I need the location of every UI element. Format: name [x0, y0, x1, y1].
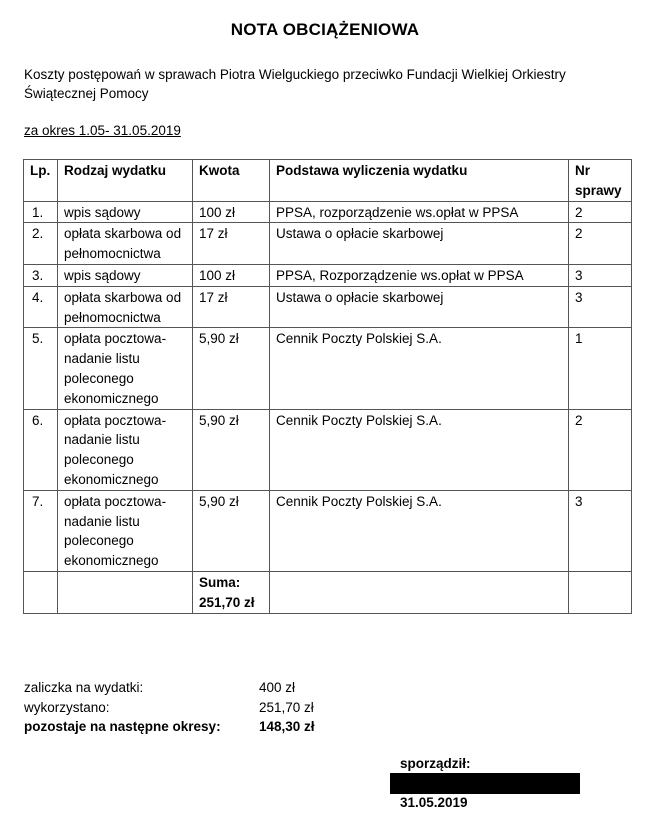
summary-remaining-row [24, 717, 315, 737]
cell-case: 3 [569, 286, 632, 328]
cell-type: opłata pocztowa-nadanie listu poleconego ekonomicznego [58, 409, 193, 490]
redaction-bar [390, 773, 580, 794]
summary-advance-row [24, 678, 315, 698]
cell-basis: PPSA, rozporządzenie ws.opłat w PPSA [270, 201, 569, 223]
cell-case: 2 [569, 201, 632, 223]
table-row [24, 286, 632, 328]
cell-lp: 7. [24, 490, 58, 571]
cell-lp: 4. [24, 286, 58, 328]
header-lp: Lp. [24, 160, 58, 202]
document-title: NOTA OBCIĄŻENIOWA [230, 20, 420, 39]
period-text: za okres 1.05- 31.05.2019 [24, 123, 181, 138]
cell-basis: Cennik Poczty Polskiej S.A. [270, 409, 569, 490]
table-row [24, 223, 632, 265]
cell-basis: Cennik Poczty Polskiej S.A. [270, 490, 569, 571]
cell-basis: Ustawa o opłacie skarbowej [270, 223, 569, 265]
advance-value: 400 zł [259, 680, 296, 695]
remaining-value: 148,30 zł [259, 719, 315, 734]
cell-amount: 5,90 zł [193, 490, 270, 571]
sum-value: 251,70 zł [199, 594, 255, 610]
header-amount: Kwota [193, 160, 270, 202]
signature-date: 31.05.2019 [400, 795, 468, 810]
header-basis: Podstawa wyliczenia wydatku [270, 160, 569, 202]
cell-case: 3 [569, 264, 632, 286]
cell-basis: Ustawa o opłacie skarbowej [270, 286, 569, 328]
cell-amount: 5,90 zł [193, 328, 270, 409]
header-type: Rodzaj wydatku [58, 160, 193, 202]
cell-type: opłata skarbowa od pełnomocnictwa [58, 223, 193, 265]
table-header-row [24, 160, 632, 202]
table-row [24, 264, 632, 286]
cell-type: wpis sądowy [58, 201, 193, 223]
costs-table [23, 159, 632, 614]
sum-empty-cell [24, 571, 58, 613]
cell-type: opłata skarbowa od pełnomocnictwa [58, 286, 193, 328]
cell-lp: 6. [24, 409, 58, 490]
used-value: 251,70 zł [259, 699, 314, 715]
cell-type: opłata pocztowa-nadanie listu poleconego ekonomicznego [58, 328, 193, 409]
signature-label: sporządził: [400, 756, 471, 771]
sum-empty-cell [569, 571, 632, 613]
cell-case: 3 [569, 490, 632, 571]
table-row [24, 201, 632, 223]
summary-used-row [24, 698, 315, 718]
sum-row [24, 571, 632, 613]
summary-block [24, 678, 315, 737]
sum-label: Suma: [199, 574, 241, 590]
cell-lp: 2. [24, 223, 58, 265]
used-label: wykorzystano: [24, 699, 110, 715]
cell-case: 1 [569, 328, 632, 409]
cell-case: 2 [569, 409, 632, 490]
cell-lp: 1. [24, 201, 58, 223]
header-case: Nr sprawy [569, 160, 632, 202]
intro-text: Koszty postępowań w sprawach Piotra Wielguckiego przeciwko Fundacji Wielkiej Orkiestry Świątecznej Pomocy [24, 67, 566, 101]
advance-label: zaliczka na wydatki: [24, 680, 144, 695]
sum-empty-cell [270, 571, 569, 613]
table-row [24, 409, 632, 490]
cell-amount: 100 zł [193, 201, 270, 223]
cell-lp: 3. [24, 264, 58, 286]
table-row [24, 328, 632, 409]
cell-basis: Cennik Poczty Polskiej S.A. [270, 328, 569, 409]
cell-amount: 100 zł [193, 264, 270, 286]
cell-amount: 5,90 zł [193, 409, 270, 490]
cell-lp: 5. [24, 328, 58, 409]
sum-cell [193, 571, 270, 613]
cell-type: wpis sądowy [58, 264, 193, 286]
remaining-label: pozostaje na następne okresy: [24, 719, 221, 734]
cell-amount: 17 zł [193, 223, 270, 265]
cell-amount: 17 zł [193, 286, 270, 328]
cell-case: 2 [569, 223, 632, 265]
cell-basis: PPSA, Rozporządzenie ws.opłat w PPSA [270, 264, 569, 286]
table-row [24, 490, 632, 571]
sum-empty-cell [58, 571, 193, 613]
cell-type: opłata pocztowa-nadanie listu poleconego ekonomicznego [58, 490, 193, 571]
